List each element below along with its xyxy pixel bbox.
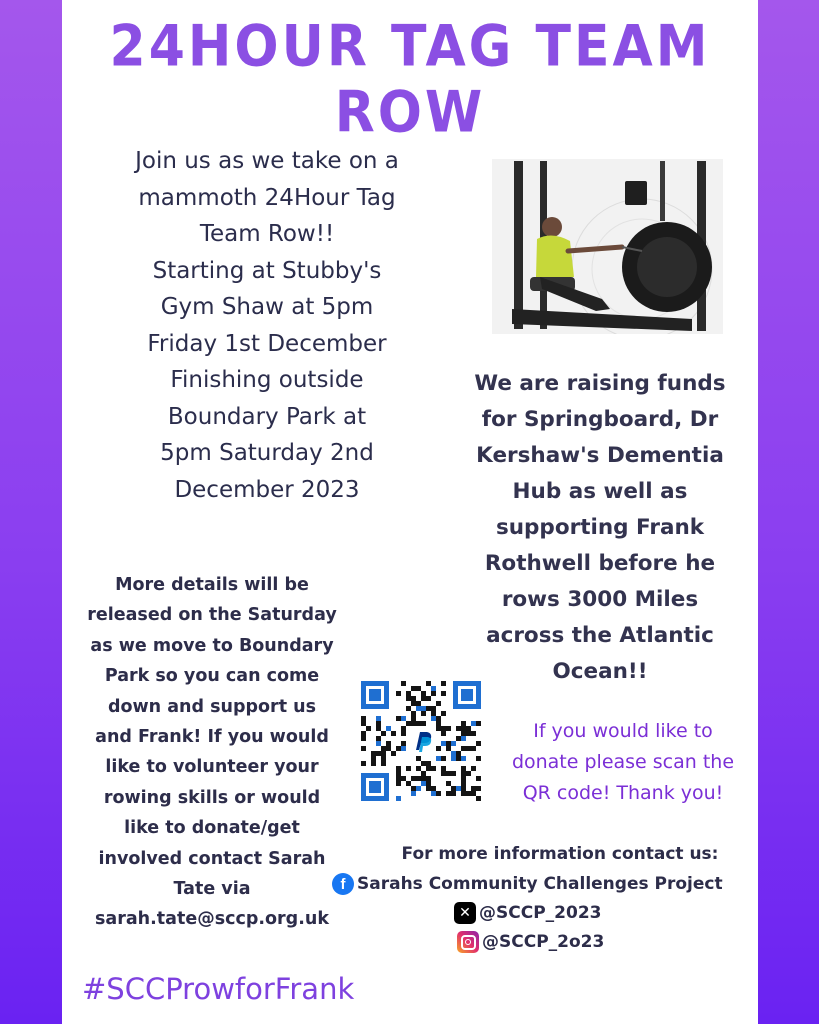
details-line: Tate via bbox=[173, 879, 251, 900]
donate-line: If you would like to bbox=[533, 720, 713, 742]
intro-line: Gym Shaw at 5pm bbox=[160, 294, 374, 320]
intro-line: Starting at Stubby's bbox=[152, 257, 382, 284]
facebook-link[interactable] bbox=[332, 873, 723, 895]
intro-line: 5pm Saturday 2nd bbox=[160, 440, 374, 466]
intro-line: Join us as we take on a bbox=[135, 148, 399, 174]
intro-line: Friday 1st December bbox=[147, 330, 387, 357]
funds-text bbox=[455, 366, 745, 690]
instagram-link[interactable] bbox=[457, 931, 604, 953]
details-line: rowing skills or would bbox=[103, 787, 321, 808]
funds-line: Rothwell before he bbox=[484, 551, 716, 576]
funds-line: for Springboard, Dr bbox=[481, 407, 719, 432]
details-line: down and support us bbox=[107, 696, 317, 717]
intro-line: mammoth 24Hour Tag bbox=[138, 184, 396, 211]
details-line: and Frank! If you would bbox=[95, 727, 329, 748]
details-line: released on the Saturday bbox=[87, 605, 337, 626]
funds-line: supporting Frank bbox=[495, 515, 705, 540]
hashtag: #SCCProwforFrank bbox=[82, 972, 355, 1006]
x-icon: ✕ bbox=[454, 902, 476, 924]
funds-line: We are raising funds bbox=[474, 371, 726, 396]
rowing-photo bbox=[492, 159, 723, 334]
intro-line: Boundary Park at bbox=[167, 403, 367, 430]
facebook-icon: f bbox=[332, 873, 354, 895]
details-line: Park so you can come bbox=[104, 666, 320, 687]
donate-qr-code[interactable] bbox=[359, 679, 483, 803]
details-line: like to volunteer your bbox=[105, 757, 319, 778]
funds-line: Kershaw's Dementia bbox=[476, 443, 724, 468]
x-label: @SCCP_2023 bbox=[479, 903, 602, 923]
funds-line: rows 3000 Miles bbox=[501, 587, 699, 612]
contact-email[interactable]: sarah.tate@sccp.org.uk bbox=[95, 909, 329, 930]
details-line: as we move to Boundary bbox=[90, 635, 334, 656]
poster bbox=[62, 0, 758, 1024]
contact-heading: For more information contact us: bbox=[401, 844, 719, 864]
details-line: like to donate/get bbox=[124, 818, 300, 839]
poster-title: 24HOUR TAG TEAM ROW bbox=[109, 14, 711, 146]
intro-line: Team Row!! bbox=[199, 221, 335, 247]
intro-text bbox=[92, 143, 442, 508]
intro-line: Finishing outside bbox=[170, 367, 364, 393]
details-line: More details will be bbox=[115, 575, 309, 595]
details-text bbox=[72, 570, 352, 935]
funds-line: across the Atlantic bbox=[486, 623, 714, 648]
facebook-label: Sarahs Community Challenges Project bbox=[357, 874, 723, 894]
donate-line: QR code! Thank you! bbox=[522, 782, 724, 804]
intro-line: December 2023 bbox=[174, 476, 360, 503]
funds-line: Ocean!! bbox=[552, 659, 648, 684]
funds-line: Hub as well as bbox=[512, 479, 688, 504]
details-line: involved contact Sarah bbox=[98, 848, 326, 869]
x-link[interactable] bbox=[454, 902, 601, 924]
paypal-icon bbox=[408, 728, 434, 754]
donate-text bbox=[492, 716, 754, 809]
donate-line: donate please scan the bbox=[511, 751, 735, 773]
instagram-label: @SCCP_2o23 bbox=[482, 932, 605, 952]
instagram-icon bbox=[457, 931, 479, 953]
